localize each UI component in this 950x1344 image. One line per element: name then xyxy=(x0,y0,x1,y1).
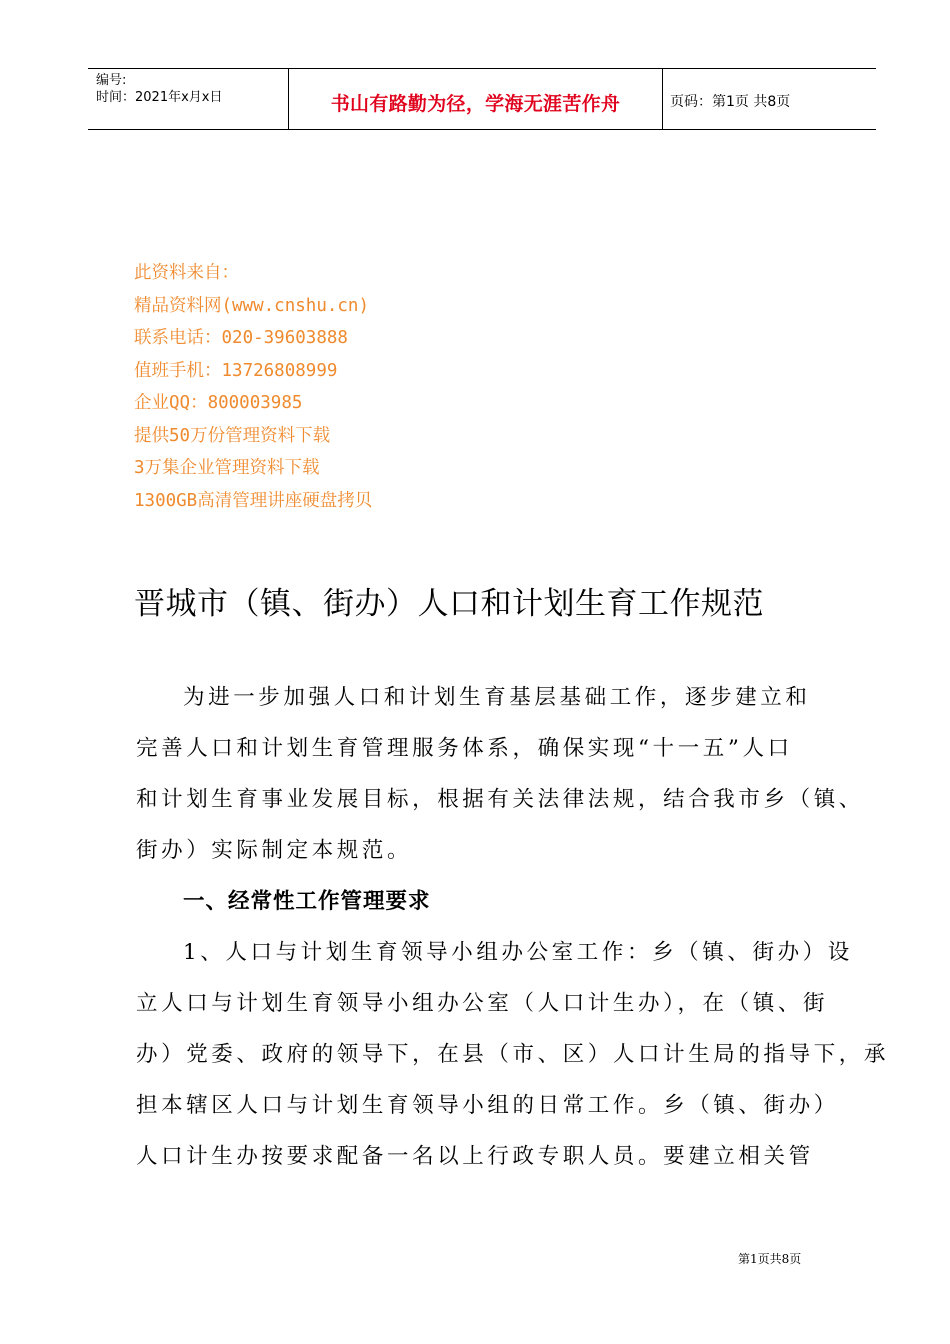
source-mobile: 值班手机：13726808999 xyxy=(134,360,338,381)
page-header xyxy=(88,68,876,130)
section-heading: 一、经常性工作管理要求 xyxy=(183,889,431,914)
document-body xyxy=(136,674,890,1184)
header-page-cell xyxy=(662,69,876,129)
source-line: 1300GB高清管理讲座硬盘拷贝 xyxy=(134,490,373,511)
source-line: 3万集企业管理资料下载 xyxy=(134,458,320,478)
document-number-label: 编号: xyxy=(96,73,127,88)
header-motto-cell xyxy=(288,69,663,129)
body-line: 和计划生育事业发展目标，根据有关法律法规，结合我市乡（镇、 xyxy=(136,787,864,812)
source-website: 精品资料网(www.cnshu.cn) xyxy=(134,295,370,316)
document-title: 晋城市（镇、街办）人口和计划生育工作规范 xyxy=(134,586,764,622)
body-line: 1、人口与计划生育领导小组办公室工作：乡（镇、街办）设 xyxy=(183,940,853,965)
source-qq: 企业QQ：800003985 xyxy=(134,393,303,413)
header-page-number: 页码：第1页 共8页 xyxy=(670,94,791,110)
body-line: 立人口与计划生育领导小组办公室（人口计生办），在（镇、街 xyxy=(136,991,829,1016)
body-line: 办）党委、政府的领导下，在县（市、区）人口计生局的指导下，承 xyxy=(136,1042,890,1067)
body-line: 担本辖区人口与计划生育领导小组的日常工作。乡（镇、街办） xyxy=(136,1093,839,1118)
body-line: 人口计生办按要求配备一名以上行政专职人员。要建立相关管 xyxy=(136,1144,814,1169)
body-line: 街办）实际制定本规范。 xyxy=(136,838,413,863)
page-footer: 第1页共8页 xyxy=(738,1252,802,1266)
body-line: 为进一步加强人口和计划生育基层基础工作，逐步建立和 xyxy=(183,685,811,710)
document-time-label: 时间：2021年x月x日 xyxy=(96,90,223,105)
header-motto: 书山有路勤为径，学海无涯苦作舟 xyxy=(330,93,621,115)
header-meta-cell xyxy=(88,69,288,129)
source-line: 提供50万份管理资料下载 xyxy=(134,425,331,446)
source-phone: 联系电话：020-39603888 xyxy=(134,328,348,348)
body-line: 完善人口和计划生育管理服务体系，确保实现“十一五”人口 xyxy=(136,736,793,761)
source-line: 此资料来自： xyxy=(134,263,239,283)
source-info-block xyxy=(134,260,372,520)
